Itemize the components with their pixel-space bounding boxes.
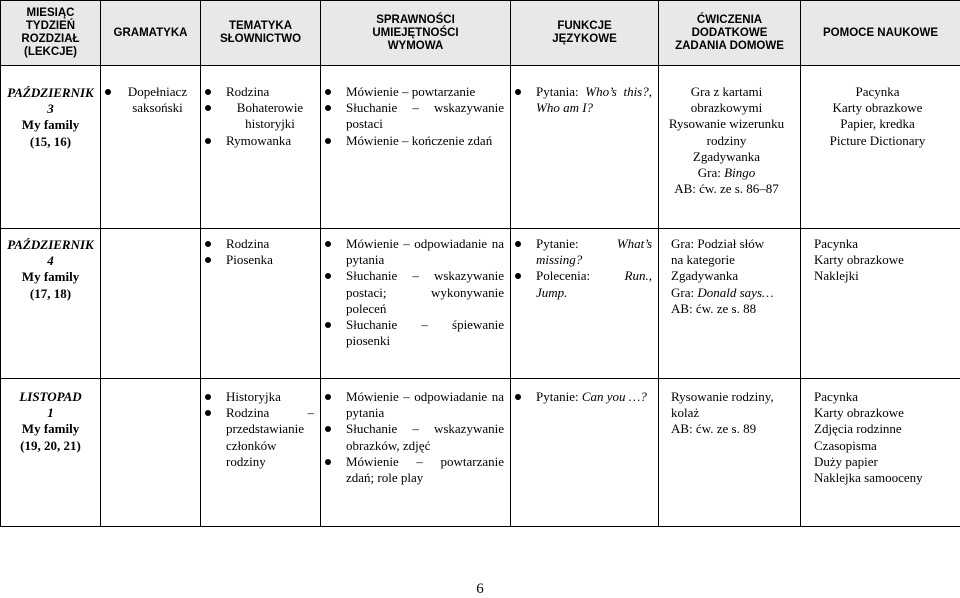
extra-cell: Rysowanie rodziny, kolaż AB: ćw. ze s. 89 [659,379,801,527]
list-item: Pytanie: What’s missing? [511,236,652,268]
list-item: Bohaterowie historyjki [201,100,314,132]
topics-cell [201,229,321,379]
list-item: Polecenia: Run., Jump. [511,268,652,300]
extra-cell: Gra z kartami obrazkowymi Rysowanie wizerunku rodziny Zgadywanka Gra: Bingo AB: ćw. ze s. 86–87 [659,66,801,229]
header-teaching-aids: POMOCE NAUKOWE [801,1,960,66]
month-cell: PAŹDZIERNIK 4 My family (17, 18) [1,229,101,379]
list-item: Mówienie – odpowiadanie na pytania [321,389,504,421]
skills-cell [321,379,511,527]
header-functions: FUNKCJE JĘZYKOWE [511,1,659,66]
functions-cell [511,229,659,379]
topics-cell [201,379,321,527]
list-item: Słuchanie – śpiewanie piosenki [321,317,504,349]
functions-cell [511,379,659,527]
header-topics: TEMATYKA SŁOWNICTWO [201,1,321,66]
header-extra-exercises: ĆWICZENIA DODATKOWE ZADANIA DOMOWE [659,1,801,66]
header-row [1,1,960,66]
list-item: Dopełniacz saksoński [101,84,194,116]
list-item: Historyjka [201,389,314,405]
list-item: Pytania: Who’s this?, Who am I? [511,84,652,116]
aids-cell: Pacynka Karty obrazkowe Naklejki [801,229,960,379]
functions-cell [511,66,659,229]
header-skills: SPRAWNOŚCI UMIEJĘTNOŚCI WYMOWA [321,1,511,66]
page-number: 6 [0,581,960,598]
grammar-cell [101,229,201,379]
list-item: Mówienie – odpowiadanie na pytania [321,236,504,268]
table-row [1,229,960,379]
list-item: Słuchanie – wskazywanie obrazków, zdjęć [321,421,504,453]
grammar-cell [101,379,201,527]
grammar-cell [101,66,201,229]
header-grammar: GRAMATYKA [101,1,201,66]
list-item: Rymowanka [201,133,314,149]
list-item: Mówienie – powtarzanie [321,84,504,100]
table-row [1,66,960,229]
list-item: Rodzina [201,236,314,252]
list-item: Pytanie: Can you …? [511,389,652,405]
month-cell: LISTOPAD 1 My family (19, 20, 21) [1,379,101,527]
list-item: Słuchanie – wskazywanie postaci [321,100,504,132]
topics-cell [201,66,321,229]
list-item: Słuchanie – wskazywanie postaci; wykonywanie poleceń [321,268,504,317]
skills-cell [321,229,511,379]
aids-cell: Pacynka Karty obrazkowe Zdjęcia rodzinne Czasopisma Duży papier Naklejka samooceny [801,379,960,527]
aids-cell: Pacynka Karty obrazkowe Papier, kredka Picture Dictionary [801,66,960,229]
list-item: Rodzina [201,84,314,100]
skills-cell [321,66,511,229]
list-item: Piosenka [201,252,314,268]
table-row [1,379,960,527]
header-month-week-chapter: MIESIĄC TYDZIEŃ ROZDZIAŁ (LEKCJE) [1,1,101,66]
extra-cell: Gra: Podział słów na kategorie Zgadywanka Gra: Donald says… AB: ćw. ze s. 88 [659,229,801,379]
list-item: Mówienie – kończenie zdań [321,133,504,149]
list-item: Rodzina – przedstawianie członków rodziny [201,405,314,470]
month-cell: PAŹDZIERNIK 3 My family (15, 16) [1,66,101,229]
list-item: Mówienie – powtarzanie zdań; role play [321,454,504,486]
